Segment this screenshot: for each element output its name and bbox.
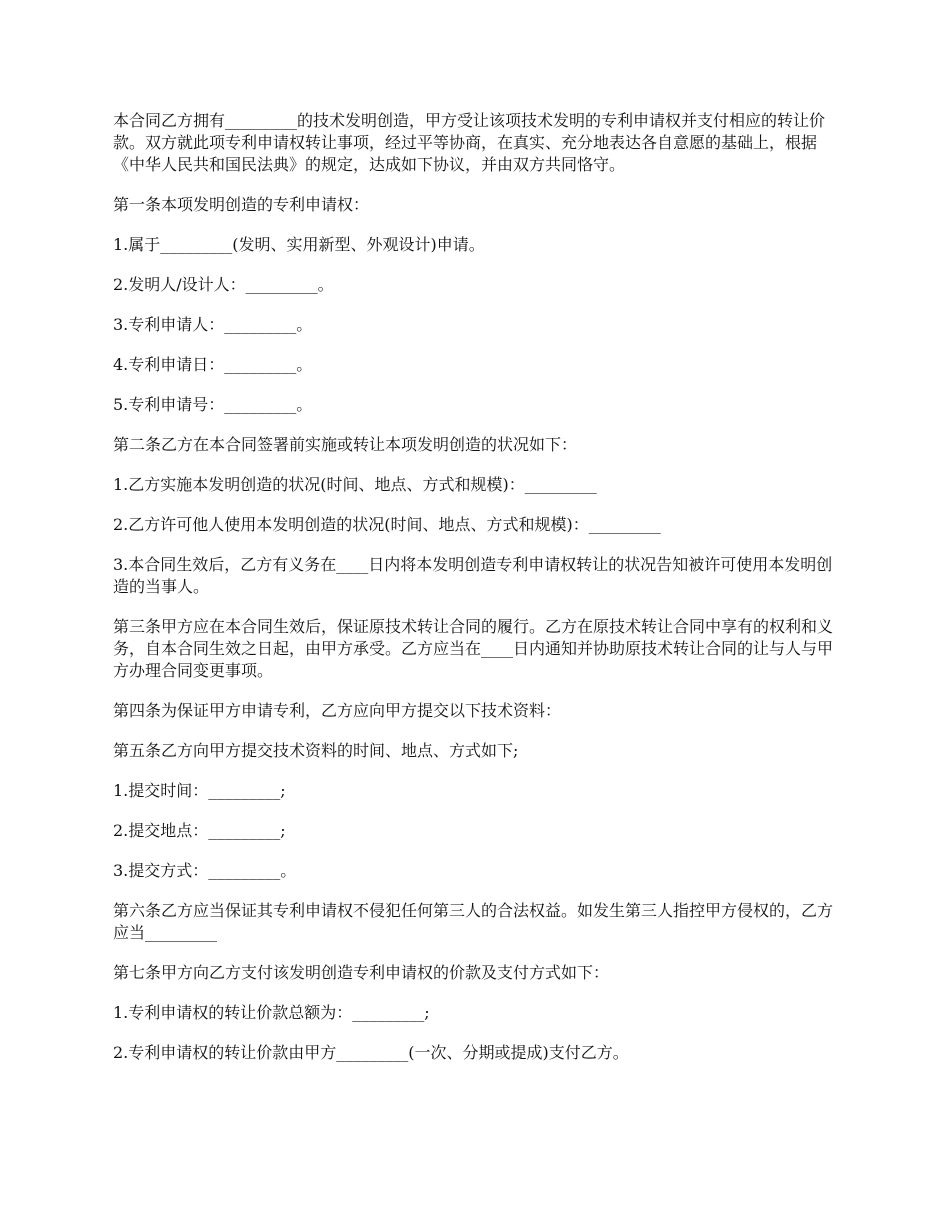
article-7-item-2: 2.专利申请权的转让价款由甲方_________(一次、分期或提成)支付乙方。	[113, 1043, 629, 1062]
document-page	[113, 110, 839, 1082]
article-1-heading: 第一条本项发明创造的专利申请权：	[113, 195, 370, 214]
article-2-item-2: 2.乙方许可他人使用本发明创造的状况(时间、地点、方式和规模)：_________	[113, 515, 661, 534]
article-1-item-3: 3.专利申请人：_________。	[113, 315, 313, 334]
article-6: 第六条乙方应当保证其专利申请权不侵犯任何第三人的合法权益。如发生第三人指控甲方侵权的，乙方应当_________	[113, 901, 834, 942]
article-3: 第三条甲方应在本合同生效后，保证原技术转让合同的履行。乙方在原技术转让合同中享有的权利和义务，自本合同生效之日起，由甲方承受。乙方应当在____日内通知并协助原技术转让合同的让与人与甲方办理合同变更事项。	[113, 617, 834, 680]
article-5-item-1: 1.提交时间：_________;	[113, 781, 286, 800]
article-7-heading: 第七条甲方向乙方支付该发明创造专利申请权的价款及支付方式如下：	[113, 963, 610, 982]
article-2-heading: 第二条乙方在本合同签署前实施或转让本项发明创造的状况如下：	[113, 435, 578, 454]
article-2-item-1: 1.乙方实施本发明创造的状况(时间、地点、方式和规模)：_________	[113, 475, 597, 494]
article-5-heading: 第五条乙方向甲方提交技术资料的时间、地点、方式如下;	[113, 741, 519, 760]
intro-paragraph: 本合同乙方拥有_________的技术发明创造，甲方受让该项技术发明的专利申请权并支付相应的转让价款。双方就此项专利申请权转让事项，经过平等协商，在真实、充分地表达各自意愿的基础上，根据《中华人民共和国民法典》的规定，达成如下协议，并由双方共同恪守。	[113, 111, 826, 174]
article-1-item-4: 4.专利申请日：_________。	[113, 355, 313, 374]
article-5-item-2: 2.提交地点：_________;	[113, 821, 286, 840]
article-4: 第四条为保证甲方申请专利，乙方应向甲方提交以下技术资料：	[113, 701, 562, 720]
article-7-item-1: 1.专利申请权的转让价款总额为：_________;	[113, 1003, 430, 1022]
article-1-item-1: 1.属于_________(发明、实用新型、外观设计)申请。	[113, 235, 485, 254]
article-2-item-3: 3.本合同生效后，乙方有义务在____日内将本发明创造专利申请权转让的状况告知被许可使用本发明创造的当事人。	[113, 555, 833, 596]
article-5-item-3: 3.提交方式：_________。	[113, 861, 297, 880]
article-1-item-5: 5.专利申请号：_________。	[113, 395, 313, 414]
article-1-item-2: 2.发明人/设计人：_________。	[113, 275, 334, 294]
